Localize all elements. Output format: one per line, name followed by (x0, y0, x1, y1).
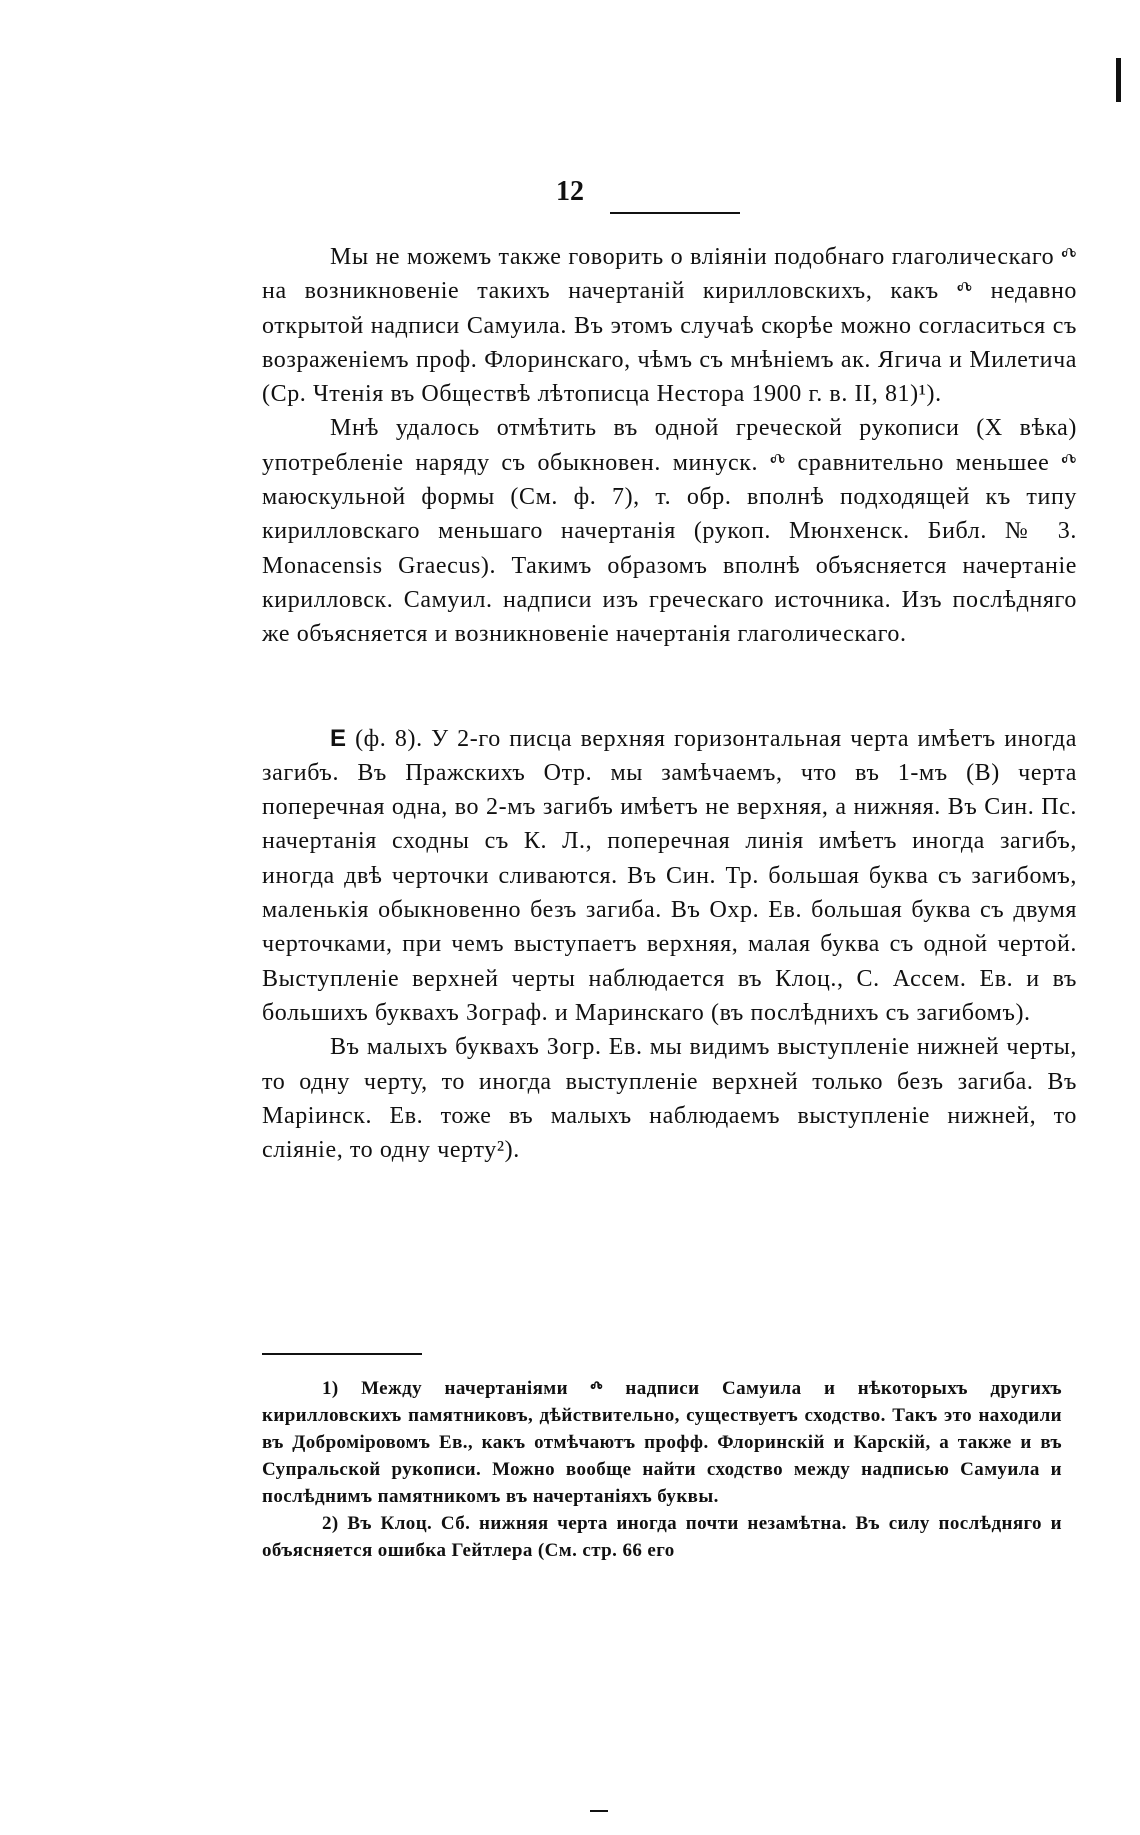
bottom-mark (590, 1810, 608, 1812)
section-e-lead: (ф. 8). (346, 725, 432, 752)
footnote-1: 1) Между начертаніями ⰴ надписи Самуила и нѣкоторыхъ другихъ кирилловскихъ памятниковъ, дѣйствительно, существуетъ сходство. Такъ это находили въ Доброміровомъ Ев., какъ отмѣчаютъ профф. Флоринскій и Карскій, а также и въ Супральской рукописи. Можно вообще найти сходство между надписью Самуила и послѣднимъ памятникомъ въ начертаніяхъ буквы. (262, 1378, 1062, 1507)
main-text (262, 240, 1077, 1167)
page-number-rule (610, 212, 740, 214)
section-gap (262, 652, 1077, 722)
section-e-paragraph-2: Въ малыхъ буквахъ Зогр. Ев. мы видимъ выступленіе нижней черты, то одну черту, то иногда выступленіе верхней только безъ загиба. Въ Маріинск. Ев. тоже въ малыхъ наблюдаемъ выступленіе нижней, то сліяніе, то одну черту²). (262, 1034, 1077, 1164)
paragraph-glagolitic-influence: Мы не можемъ также говорить о вліяніи подобнаго глаголическаго ⰴ на возникновеніе такихъ начертаній кирилловскихъ, какъ ⰴ недавно открытой надписи Самуила. Въ этомъ случаѣ скорѣе можно согласиться съ возраженіемъ проф. Флоринскаго, чѣмъ съ мнѣніемъ ак. Ягича и Милетича (Ср. Чтенія въ Обществѣ лѣтописца Нестора 1900 г. в. II, 81)¹). (262, 244, 1077, 408)
section-e-letter: Е (330, 724, 347, 752)
paragraph-greek-manuscript: Мнѣ удалось отмѣтить въ одной греческой рукописи (X вѣка) употребленіе наряду съ обыкновен. минуск. ⰴ сравнительно меньшее ⰴ маюскульной формы (См. ф. 7), т. обр. вполнѣ подходящей къ типу кирилловскаго меньшаго начертанія (рукоп. Мюнхенск. Библ. № 3. Monacensis Graecus). Такимъ образомъ вполнѣ объясняется начертаніе кирилловск. Самуил. надписи изъ греческаго источника. Изъ послѣдняго же объясняется и возникновеніе начертанія глаголическаго. (262, 415, 1077, 648)
footnote-2: 2) Въ Клоц. Сб. нижняя черта иногда почти незамѣтна. Въ силу послѣдняго и объясняется ошибка Гейтлера (См. стр. 66 его (262, 1513, 1062, 1561)
margin-mark (1116, 58, 1121, 102)
section-e-text: У 2-го писца верхняя горизонтальная черта имѣетъ иногда загибъ. Въ Пражскихъ Отр. мы замѣчаемъ, что въ 1-мъ (В) черта поперечная одна, во 2-мъ загибъ имѣетъ не верхняя, а нижняя. Въ Син. Пс. начертанія сходны съ К. Л., поперечная линія имѣетъ иногда загибъ, иногда двѣ черточки сливаются. Въ Син. Тр. большая буква съ загибомъ, маленькія обыкновенно безъ загиба. Въ Охр. Ев. большая буква съ двумя черточками, при чемъ выступаетъ верхняя, малая буква съ одной чертой. Выступленіе верхней черты наблюдается въ Клоц., С. Ассем. Ев. и въ большихъ буквахъ Зограф. и Маринскаго (въ послѣднихъ съ загибомъ). (262, 725, 1077, 1026)
footnote-separator (262, 1353, 422, 1355)
footnotes (262, 1375, 1062, 1564)
page-number: 12 (556, 176, 584, 207)
section-e-paragraph (262, 722, 1077, 1031)
